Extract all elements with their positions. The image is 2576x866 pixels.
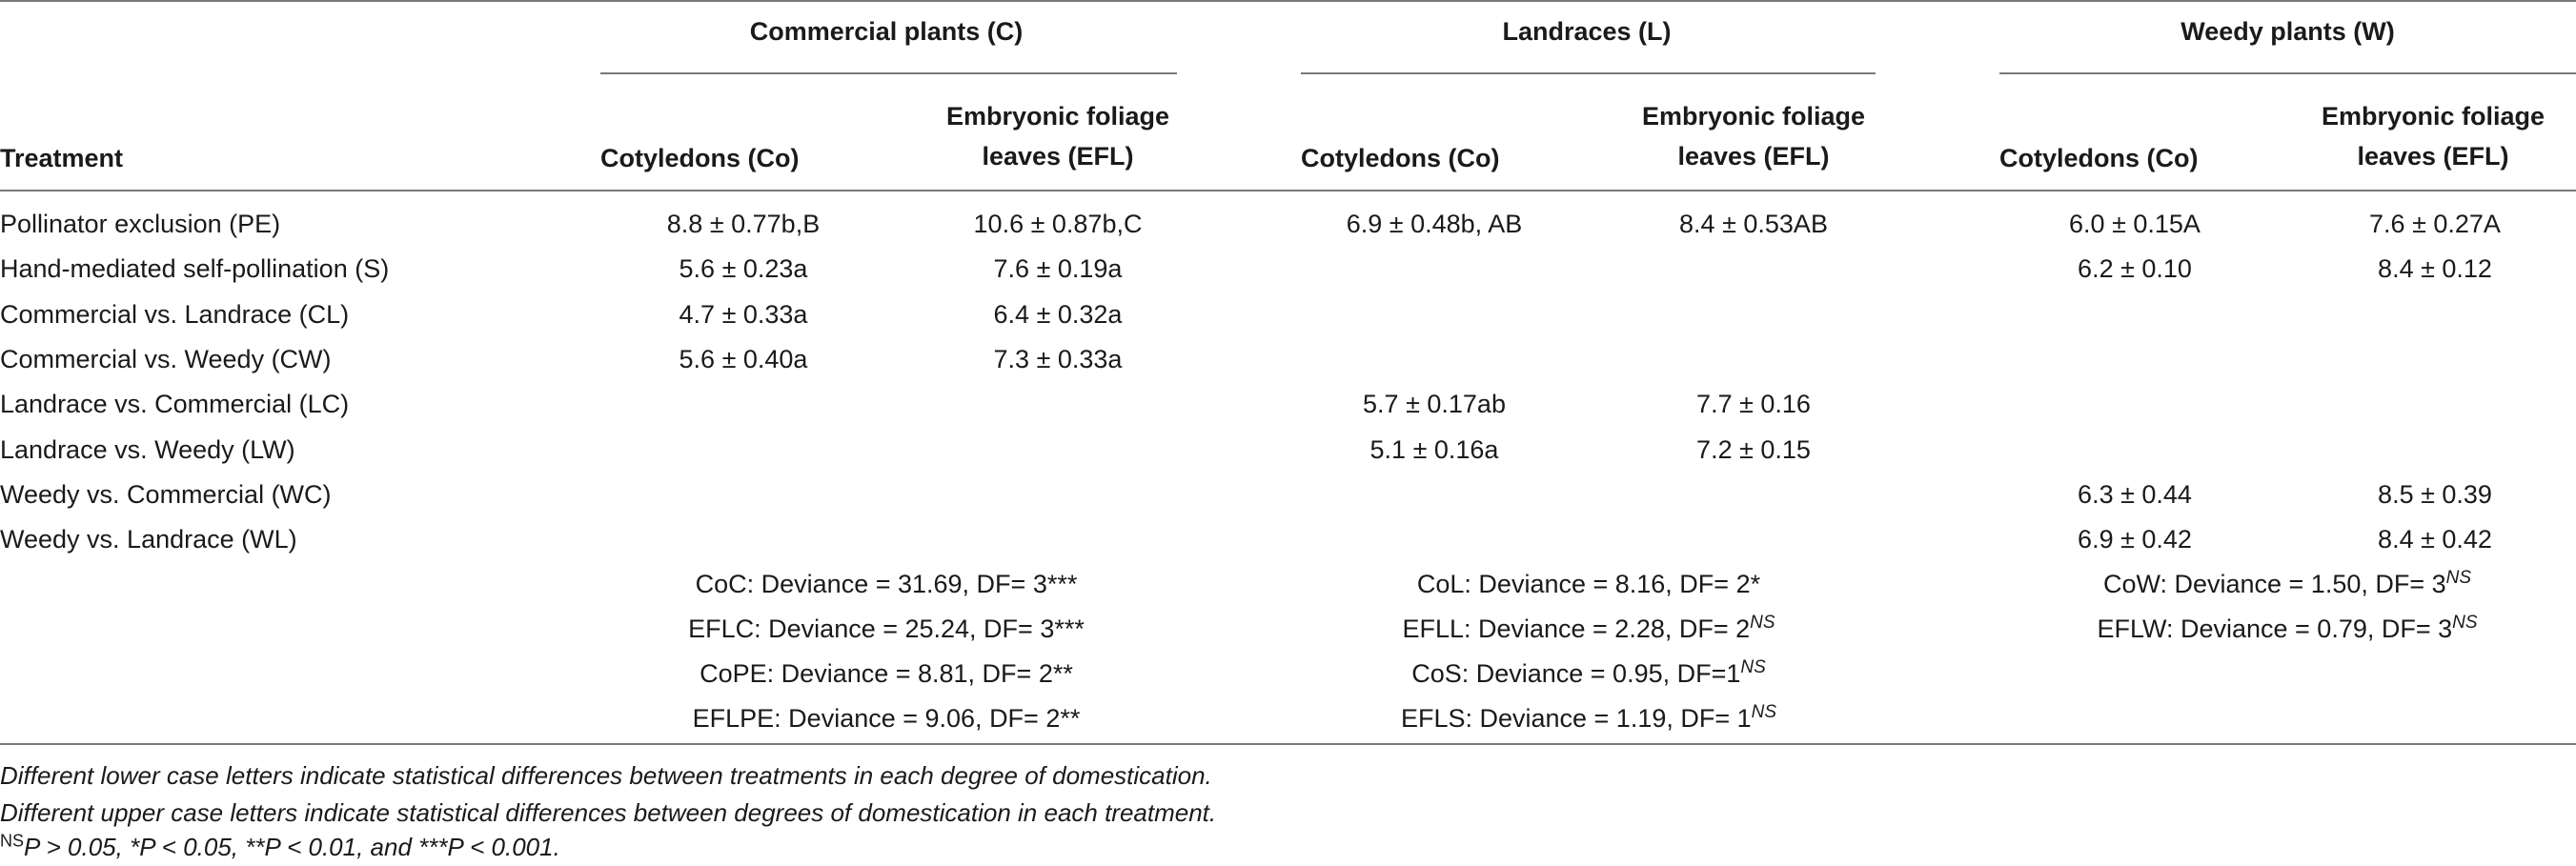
stat-text: EFLW: Deviance = 0.79, DF= 3 xyxy=(2097,614,2453,643)
commercial-efl-header-line2: leaves (EFL) xyxy=(982,142,1134,171)
cell-w-co: 6.9 ± 0.42 xyxy=(2078,525,2192,554)
cell-c-co: 5.6 ± 0.23a xyxy=(679,254,808,283)
row-label: Commercial vs. Landrace (CL) xyxy=(0,300,350,329)
footnote-significance-text: P > 0.05, *P < 0.05, **P < 0.01, and ***P < 0.001. xyxy=(24,833,560,861)
cell-w-co: 6.2 ± 0.10 xyxy=(2078,254,2192,283)
stat-weedy xyxy=(2039,568,2535,600)
cell-c-efl: 7.6 ± 0.19a xyxy=(993,254,1123,283)
cell-c-co: 8.8 ± 0.77b,B xyxy=(666,210,821,238)
row-label: Weedy vs. Landrace (WL) xyxy=(0,525,297,554)
cell-l-co: 5.1 ± 0.16a xyxy=(1369,435,1499,464)
landraces-efl-header-line1: Embryonic foliage xyxy=(1641,102,1866,131)
row-label: Commercial vs. Weedy (CW) xyxy=(0,345,332,373)
footnote-uppercase: Different upper case letters indicate statistical differences between degrees of domestication in each treatment. xyxy=(0,798,1217,827)
stat-commercial xyxy=(639,568,1134,600)
stat-text: EFLC: Deviance = 25.24, DF= 3*** xyxy=(688,614,1085,643)
weedy-cotyledons-header: Cotyledons (Co) xyxy=(1999,144,2199,172)
cell-c-efl: 10.6 ± 0.87b,C xyxy=(973,210,1143,238)
cell-l-efl: 7.7 ± 0.16 xyxy=(1696,390,1811,418)
stat-ns-superscript: NS xyxy=(1740,657,1766,677)
row-label: Landrace vs. Commercial (LC) xyxy=(0,390,350,418)
group-rule-landraces xyxy=(1301,72,1876,74)
commercial-cotyledons-header: Cotyledons (Co) xyxy=(600,144,800,172)
stat-landraces xyxy=(1341,613,1836,645)
landraces-cotyledons-header: Cotyledons (Co) xyxy=(1301,144,1500,172)
row-label: Weedy vs. Commercial (WC) xyxy=(0,480,332,509)
commercial-efl-header-line1: Embryonic foliage xyxy=(945,102,1170,131)
stat-landraces xyxy=(1341,702,1836,735)
stat-text: CoW: Deviance = 1.50, DF= 3 xyxy=(2102,570,2446,598)
cell-l-co: 5.7 ± 0.17ab xyxy=(1363,390,1506,418)
weedy-efl-header-line1: Embryonic foliage xyxy=(2321,102,2546,131)
landraces-efl-header xyxy=(1611,96,1897,176)
footnote-significance xyxy=(0,831,560,863)
cell-w-efl: 7.6 ± 0.27A xyxy=(2369,210,2501,238)
row-label: Pollinator exclusion (PE) xyxy=(0,210,281,238)
landraces-efl-header-line2: leaves (EFL) xyxy=(1677,142,1830,171)
stat-ns-superscript: NS xyxy=(2452,613,2478,633)
cell-w-efl: 8.5 ± 0.39 xyxy=(2378,480,2492,509)
stat-ns-superscript: NS xyxy=(1750,613,1775,633)
group-header-landraces: Landraces (L) xyxy=(1502,17,1672,46)
bottom-rule xyxy=(0,743,2576,745)
treatment-header: Treatment xyxy=(0,144,124,172)
cell-c-co: 4.7 ± 0.33a xyxy=(679,300,808,329)
stat-text: EFLS: Deviance = 1.19, DF= 1 xyxy=(1400,704,1752,733)
stat-commercial xyxy=(639,702,1134,735)
row-label: Hand-mediated self-pollination (S) xyxy=(0,254,390,283)
cell-c-efl: 6.4 ± 0.32a xyxy=(993,300,1123,329)
cell-l-efl: 8.4 ± 0.53AB xyxy=(1679,210,1828,238)
cell-w-efl: 8.4 ± 0.12 xyxy=(2378,254,2492,283)
stat-ns-superscript: NS xyxy=(2445,568,2472,588)
top-rule xyxy=(0,0,2576,2)
footnote-lowercase: Different lower case letters indicate statistical differences between treatments in each degree of domestication. xyxy=(0,761,1212,790)
stat-ns-superscript: NS xyxy=(1751,702,1777,722)
stat-text: CoL: Deviance = 8.16, DF= 2* xyxy=(1416,570,1761,598)
group-rule-weedy xyxy=(1999,72,2576,74)
weedy-efl-header-line2: leaves (EFL) xyxy=(2357,142,2509,171)
stat-weedy xyxy=(2039,613,2535,645)
weedy-efl-header xyxy=(2290,96,2576,176)
cell-c-efl: 7.3 ± 0.33a xyxy=(993,345,1123,373)
cell-w-co: 6.3 ± 0.44 xyxy=(2078,480,2192,509)
footnote-ns-superscript: NS xyxy=(0,831,25,851)
cell-l-co: 6.9 ± 0.48b, AB xyxy=(1346,210,1523,238)
stat-text: EFLL: Deviance = 2.28, DF= 2 xyxy=(1402,614,1751,643)
commercial-efl-header xyxy=(915,96,1201,176)
cell-w-co: 6.0 ± 0.15A xyxy=(2069,210,2201,238)
cell-w-efl: 8.4 ± 0.42 xyxy=(2378,525,2492,554)
group-rule-commercial xyxy=(600,72,1177,74)
stat-commercial xyxy=(639,613,1134,645)
stat-landraces xyxy=(1341,568,1836,600)
cell-c-co: 5.6 ± 0.40a xyxy=(679,345,808,373)
stat-commercial xyxy=(639,657,1134,690)
stat-text: CoPE: Deviance = 8.81, DF= 2** xyxy=(700,659,1073,688)
group-header-commercial: Commercial plants (C) xyxy=(749,17,1024,46)
header-rule xyxy=(0,190,2576,191)
cell-l-efl: 7.2 ± 0.15 xyxy=(1696,435,1811,464)
group-header-weedy: Weedy plants (W) xyxy=(2180,17,2395,46)
stat-text: CoS: Deviance = 0.95, DF=1 xyxy=(1411,659,1741,688)
stat-text: CoC: Deviance = 31.69, DF= 3*** xyxy=(695,570,1078,598)
stat-landraces xyxy=(1341,657,1836,690)
row-label: Landrace vs. Weedy (LW) xyxy=(0,435,295,464)
stat-text: EFLPE: Deviance = 9.06, DF= 2** xyxy=(692,704,1081,733)
